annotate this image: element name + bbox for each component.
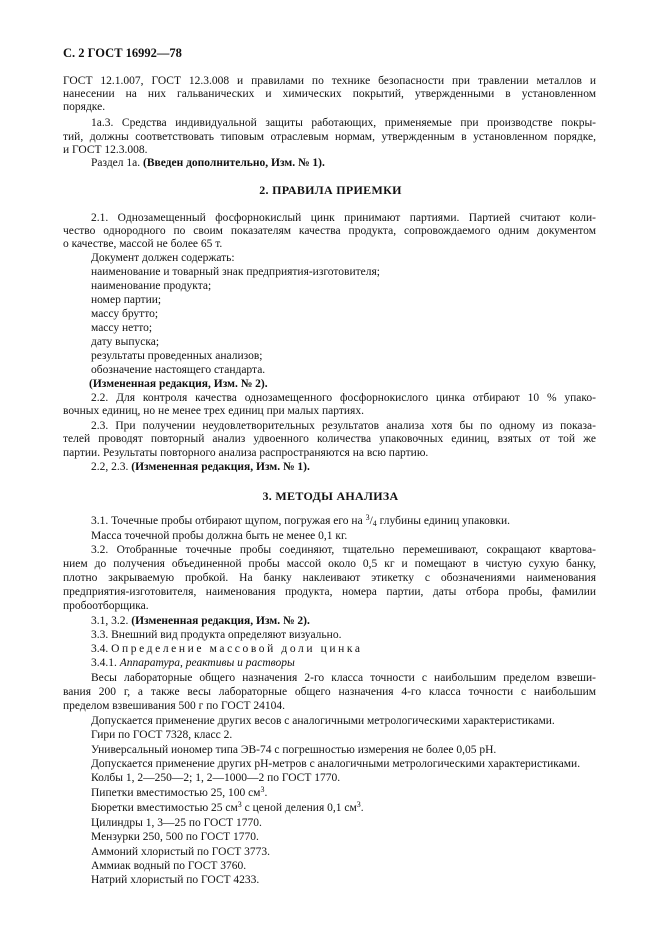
paragraph-2-2: 2.2. Для контроля качества однозамещенного фосфорнокислого цинка отбирают 10 % упако- xyxy=(91,392,596,404)
text-line: Весы лабораторные общего назначения 2-го класса точности с наибольшим пределом взвеши- xyxy=(91,672,596,684)
edit-note-text: (Измененная редакция, Изм. № 2). xyxy=(89,378,268,390)
italic-heading: Аппаратура, реактивы и растворы xyxy=(119,657,295,669)
section-3-title: 3. МЕТОДЫ АНАЛИЗА xyxy=(262,489,399,503)
text-line: порядке. xyxy=(63,101,106,113)
text-fragment: 3.4.1. xyxy=(91,657,117,669)
list-item: массу нетто; xyxy=(91,322,153,334)
paragraph-2-1: 2.1. Однозамещенный фосфорнокислый цинк принимают партиями. Партией считают коли- xyxy=(91,212,596,224)
fraction-denominator: 4 xyxy=(372,519,377,528)
page-header: С. 2 ГОСТ 16992—78 xyxy=(63,46,182,60)
text-line: чество однородного по своим показателям качества продукта, сопровождаемого одним документом xyxy=(63,225,596,237)
list-item: обозначение настоящего стандарта. xyxy=(91,364,266,376)
text-line: тий, должны соответствовать типовым отраслевым нормам, утвержденным в установленном порядке, xyxy=(63,131,596,143)
text-line: о качестве, массой не более 65 т. xyxy=(63,238,223,250)
razdel-note xyxy=(91,157,325,171)
razdel-edit-note: (Введен дополнительно, Изм. № 1). xyxy=(143,157,325,169)
list-item: наименование продукта; xyxy=(91,280,212,292)
text-line: Аммиак водный по ГОСТ 3760. xyxy=(91,860,247,872)
text-fragment: глубины единиц упаковки. xyxy=(379,515,510,527)
text-line: Универсальный иономер типа ЭВ-74 с погрешностью измерения не более 0,05 pH. xyxy=(91,744,497,756)
list-item: дату выпуска; xyxy=(91,336,160,348)
text-line: пробоотборщика. xyxy=(63,600,149,612)
text-line: Аммоний хлористый по ГОСТ 3773. xyxy=(91,846,271,858)
paragraph-3-4-1 xyxy=(91,657,295,671)
paragraph-3-1: 3.1. Точечные пробы отбирают щупом, погружая его на $^3/_4$ глубины единиц упаковки. xyxy=(91,513,510,528)
edit-note xyxy=(91,461,310,475)
text-fragment: Бюретки вместимостью 25 см xyxy=(91,802,238,814)
text-line: Натрий хлористый по ГОСТ 4233. xyxy=(91,874,260,886)
edit-note-text: (Измененная редакция, Изм. № 2). xyxy=(131,615,310,627)
text-line: нанесении на них гальванических и химических покрытий, утвержденными в установленном xyxy=(63,88,596,100)
text-fragment: 3.4. xyxy=(91,643,109,655)
list-item: результаты проведенных анализов; xyxy=(91,350,263,362)
paragraph-3-3: 3.3. Внешний вид продукта определяют визуально. xyxy=(91,629,342,641)
text-line: вания 200 г, а также весы лабораторные общего назначения 4-го класса точности с наибольшим xyxy=(63,686,596,698)
list-item: номер партии; xyxy=(91,294,162,306)
text-line: ГОСТ 12.1.007, ГОСТ 12.3.008 и правилами по технике безопасности при травлении металлов и xyxy=(63,75,596,87)
list-item: наименование и товарный знак предприятия-изготовителя; xyxy=(91,266,380,278)
text-line: телей проводят повторный анализ удвоенного количества упаковочных единиц, взятых от той же xyxy=(63,433,596,445)
text-line: Пипетки вместимостью 25, 100 $см^3$. xyxy=(91,785,268,799)
text-line: пределом взвешивания 500 г по ГОСТ 24104. xyxy=(63,700,286,712)
doc-intro: Документ должен содержать: xyxy=(91,252,235,264)
text-line: Допускается применение других pH-метров с аналогичными метрологическими характеристиками. xyxy=(91,758,581,770)
text-line: Гири по ГОСТ 7328, класс 2. xyxy=(91,729,233,741)
text-line: Колбы 1, 2—250—2; 1, 2—1000—2 по ГОСТ 1770. xyxy=(91,772,341,784)
edit-note xyxy=(89,378,268,392)
paragraph-1a3: 1а.3. Средства индивидуальной защиты работающих, применяемые при производстве покры- xyxy=(91,117,596,129)
text-line: Цилиндры 1, 3—25 по ГОСТ 1770. xyxy=(91,817,262,829)
unit-exponent: 3 xyxy=(237,800,242,809)
spaced-heading: Определение массовой доли цинка xyxy=(111,643,363,655)
text-fragment: 3.1. Точечные пробы отбирают щупом, погружая его на xyxy=(91,515,363,527)
unit-exponent: 3 xyxy=(356,800,361,809)
section-2-title: 2. ПРАВИЛА ПРИЕМКИ xyxy=(259,183,402,197)
text-line: Бюретки вместимостью 25 $см^3$ с ценой деления 0,1 $см^3$. xyxy=(91,800,364,814)
text-line: и ГОСТ 12.3.008. xyxy=(63,144,148,156)
text-line: предприятия-изготовителя, наименования продукта, номера партии, даты отбора пробы, фамилии xyxy=(63,586,596,598)
edit-note xyxy=(91,615,310,629)
paragraph-3-2: 3.2. Отобранные точечные пробы соединяют, тщательно перемешивают, сокращают квартова- xyxy=(91,544,596,556)
text-line: Допускается применение других весов с аналогичными метрологическими характеристиками. xyxy=(91,715,555,727)
text-line: партии. Результаты повторного анализа распространяются на всю партию. xyxy=(63,447,429,459)
text-line: вочных единиц, но не менее трех единиц при малых партиях. xyxy=(63,405,364,417)
fraction-numerator: 3 xyxy=(365,513,370,522)
paragraph-2-3: 2.3. При получении неудовлетворительных результатов анализа хотя бы по одному из показа- xyxy=(91,420,596,432)
edit-note-text: (Измененная редакция, Изм. № 1). xyxy=(131,461,310,473)
list-item: массу брутто; xyxy=(91,308,159,320)
text-line: Масса точечной пробы должна быть не менее 0,1 кг. xyxy=(91,530,348,542)
paragraph-3-4 xyxy=(91,643,363,657)
text-line: плотно закрываемую пробкой. На банку наклеивают этикетку с обозначениями наименования xyxy=(63,572,596,584)
razdel-prefix: Раздел 1а. xyxy=(91,157,141,169)
text-fragment: Пипетки вместимостью 25, 100 см xyxy=(91,787,261,799)
text-line: нием до получения объединенной пробы массой около 0,5 кг и помещают в чистую сухую банку, xyxy=(63,558,596,570)
unit-exponent: 3 xyxy=(260,785,265,794)
text-fragment: с ценой деления 0,1 см xyxy=(241,802,357,814)
edit-note-prefix: 2.2, 2.3. xyxy=(91,461,129,473)
text-line: Мензурки 250, 500 по ГОСТ 1770. xyxy=(91,831,259,843)
edit-note-prefix: 3.1, 3.2. xyxy=(91,615,129,627)
